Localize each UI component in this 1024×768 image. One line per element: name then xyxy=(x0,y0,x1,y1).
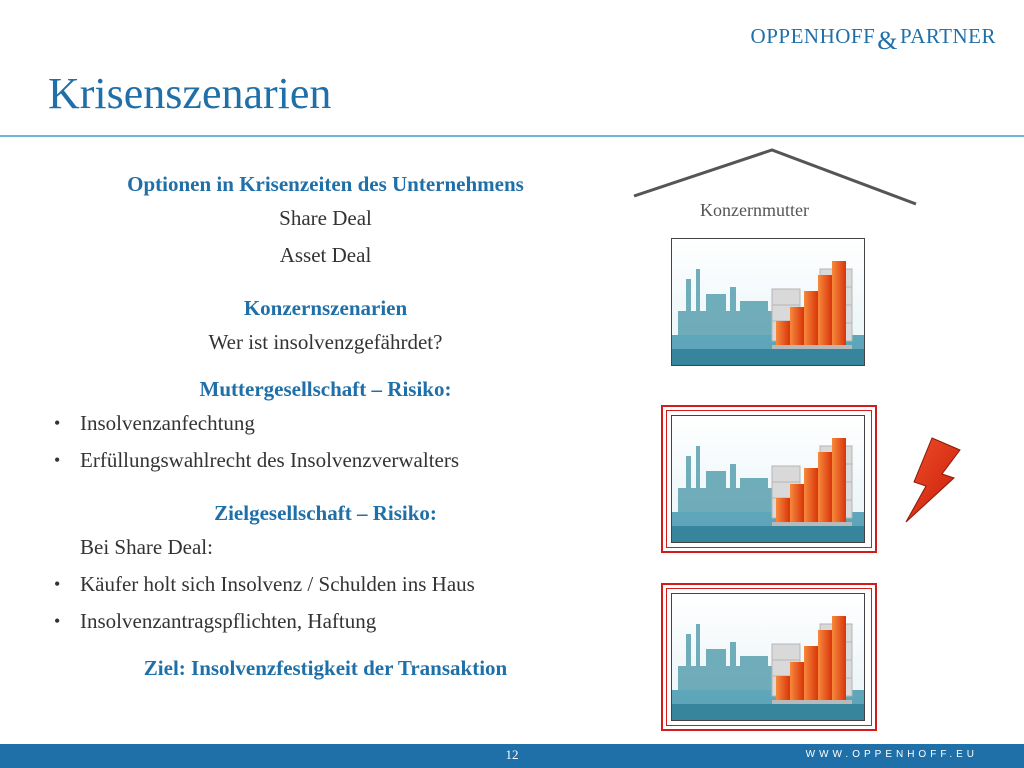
list-item-text: Insolvenzantragspflichten, Haftung xyxy=(80,609,377,633)
footer-bar xyxy=(0,744,1024,768)
bullet-icon: • xyxy=(54,574,61,594)
company-logo xyxy=(750,20,996,55)
page-number: 12 xyxy=(505,747,519,762)
list-item-text: Käufer holt sich Insolvenz / Schulden ins Haus xyxy=(80,572,475,596)
logo-ampersand: & xyxy=(877,26,898,55)
bullet-icon: • xyxy=(54,413,61,433)
section-heading-options: Optionen in Krisenzeiten des Unternehmens xyxy=(127,172,524,196)
section-heading-ziel-risk: Zielgesellschaft – Risiko: xyxy=(214,501,437,525)
list-item xyxy=(48,442,603,479)
mutter-risk-list xyxy=(48,405,603,479)
subsidiary-company-image-2 xyxy=(671,593,865,721)
list-item-text: Insolvenzanfechtung xyxy=(80,411,255,435)
conclusion-heading: Ziel: Insolvenzfestigkeit der Transaktion xyxy=(143,656,508,680)
lightning-bolt-icon xyxy=(902,436,964,524)
parent-company-image xyxy=(671,238,865,366)
option-asset-deal: Asset Deal xyxy=(279,243,372,267)
list-item xyxy=(48,405,603,442)
logo-text-left: OPPENHOFF xyxy=(750,24,876,48)
slide-title: Krisenszenarien xyxy=(48,69,332,118)
section-heading-mutter-risk: Muttergesellschaft – Risiko: xyxy=(199,377,452,401)
bullet-icon: • xyxy=(54,450,61,470)
slide-content xyxy=(48,168,603,684)
roof-label: Konzernmutter xyxy=(700,200,809,220)
logo-text-right: PARTNER xyxy=(900,24,996,48)
title-divider xyxy=(0,135,1024,137)
ziel-risk-list xyxy=(48,566,603,640)
footer-url: WWW.OPPENHOFF.EU xyxy=(805,749,978,760)
konzern-question: Wer ist insolvenzgefährdet? xyxy=(208,330,443,354)
list-item xyxy=(48,566,603,603)
list-item xyxy=(48,603,603,640)
list-item-text: Erfüllungswahlrecht des Insolvenzverwalters xyxy=(80,448,460,472)
bullet-icon: • xyxy=(54,611,61,631)
subsidiary-company-image-1 xyxy=(671,415,865,543)
section-heading-konzern: Konzernszenarien xyxy=(243,296,408,320)
share-deal-intro: Bei Share Deal: xyxy=(80,535,213,559)
option-share-deal: Share Deal xyxy=(279,206,372,230)
